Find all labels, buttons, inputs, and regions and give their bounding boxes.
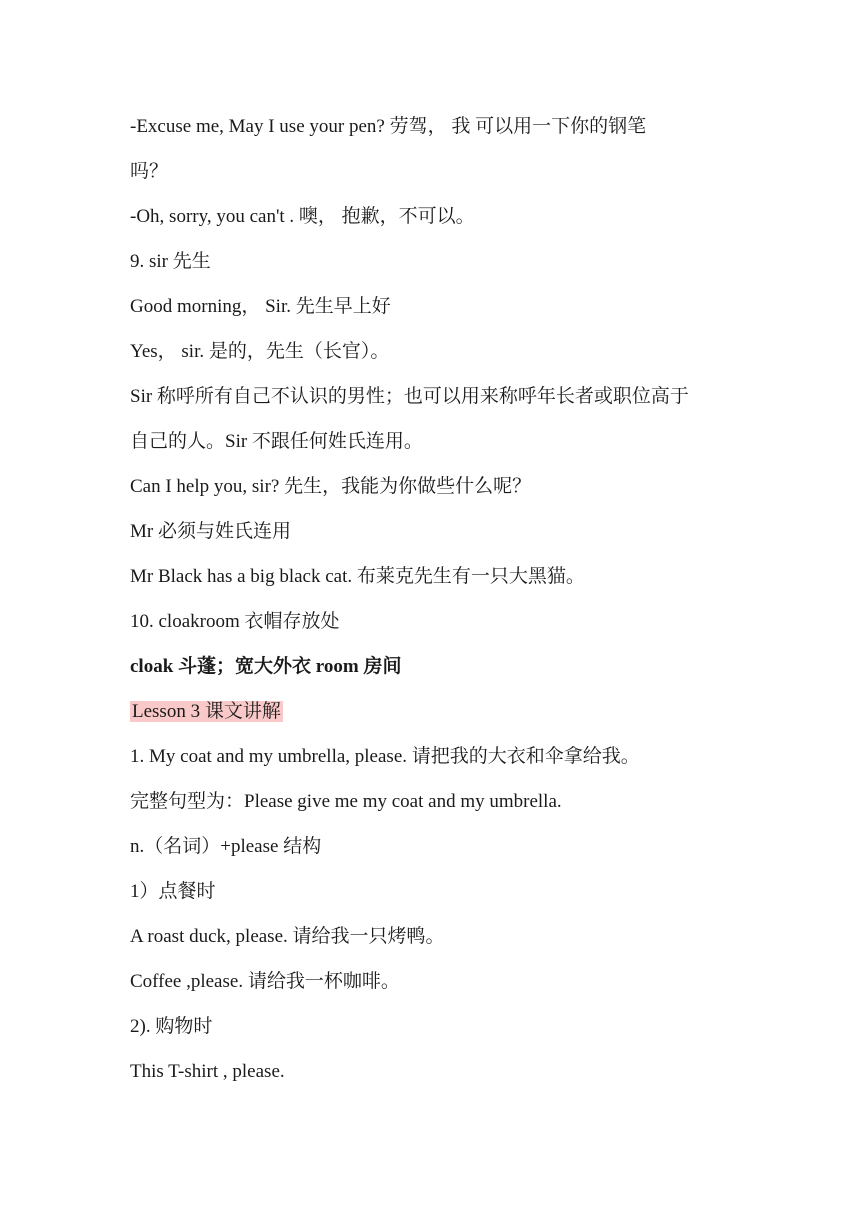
text-line-my-coat: 1. My coat and my umbrella, please. 请把我的大衣和伞拿给我。: [130, 746, 640, 767]
text-line-cloak-room: cloak 斗蓬；宽大外衣 room 房间: [130, 656, 402, 677]
vocab-heading-cloakroom: 10. cloakroom 衣帽存放处: [130, 611, 340, 632]
text-line-shopping: 2). 购物时: [130, 1016, 213, 1037]
text-line-continuation: 吗？: [130, 161, 169, 182]
text-line-sir-usage-cont: 自己的人。Sir 不跟任何姓氏连用。: [130, 431, 423, 452]
text-line-can-i-help: Can I help you, sir? 先生，我能为你做些什么呢？: [130, 476, 532, 497]
text-line-excuse-me: -Excuse me, May I use your pen? 劳驾， 我 可以用一下你的钢笔: [130, 116, 647, 137]
text-line-noun-please: n.（名词）+please 结构: [130, 836, 322, 857]
vocab-heading-sir: 9. sir 先生: [130, 251, 211, 272]
text-line-roast-duck: A roast duck, please. 请给我一只烤鸭。: [130, 926, 445, 947]
text-line-t-shirt: This T-shirt , please.: [130, 1061, 285, 1082]
text-line-oh-sorry: -Oh, sorry, you can't . 噢， 抱歉，不可以。: [130, 206, 475, 227]
highlighted-heading: Lesson 3 课文讲解: [132, 701, 281, 722]
section-heading-lesson3: [130, 699, 283, 725]
text-line-yes-sir: Yes， sir. 是的，先生（长官）。: [130, 341, 390, 362]
text-line-ordering: 1）点餐时: [130, 881, 216, 902]
text-line-coffee: Coffee ,please. 请给我一杯咖啡。: [130, 971, 400, 992]
text-line-full-sentence: 完整句型为：Please give me my coat and my umbrella.: [130, 791, 562, 812]
text-line-good-morning: Good morning， Sir. 先生早上好: [130, 296, 391, 317]
text-line-mr-rule: Mr 必须与姓氏连用: [130, 521, 291, 542]
text-line-mr-black: Mr Black has a big black cat. 布莱克先生有一只大黑猫。: [130, 566, 585, 587]
text-line-sir-usage: Sir 称呼所有自己不认识的男性；也可以用来称呼年长者或职位高于: [130, 386, 689, 407]
